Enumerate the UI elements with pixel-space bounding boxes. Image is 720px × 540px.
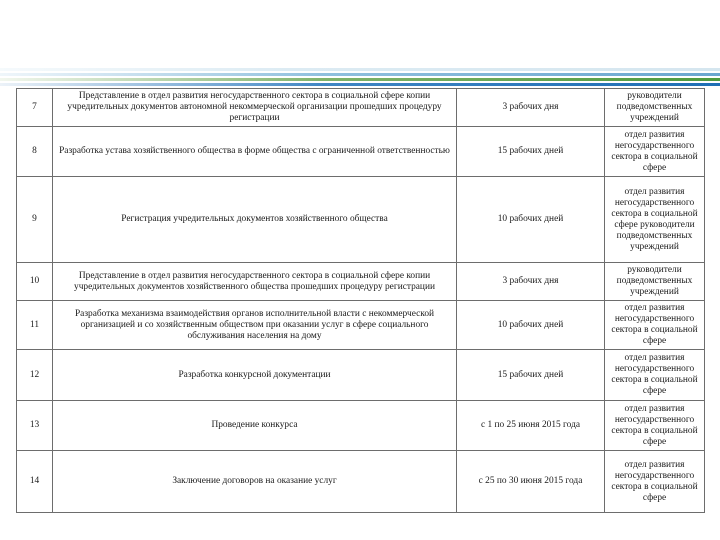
action-plan-table — [16, 88, 705, 513]
row-number: 12 — [17, 350, 53, 401]
responsible-cell: отдел развития негосударственного сектора в социальной сфере — [605, 451, 705, 513]
row-number: 8 — [17, 127, 53, 177]
responsible-cell: отдел развития негосударственного сектора в социальной сфере — [605, 301, 705, 350]
responsible-cell: руководители подведомственных учреждений — [605, 89, 705, 127]
responsible-cell: руководители подведомственных учреждений — [605, 263, 705, 301]
task-cell: Разработка механизма взаимодействия органов исполнительной власти с некоммерческой организацией и со хозяйственным обществом при оказании услуг в сфере социального обслуживания населения на дому — [53, 301, 457, 350]
responsible-cell: отдел развития негосударственного сектора в социальной сфере — [605, 350, 705, 401]
term-cell: с 25 по 30 июня 2015 года — [457, 451, 605, 513]
responsible-cell: отдел развития негосударственного сектора в социальной сфере — [605, 401, 705, 451]
term-cell: 3 рабочих дня — [457, 263, 605, 301]
task-cell: Представление в отдел развития негосударственного сектора в социальной сфере копии учредительных документов автономной некоммерческой организации прошедших процедуру регистрации — [53, 89, 457, 127]
term-cell: 10 рабочих дней — [457, 177, 605, 263]
table-row — [17, 177, 705, 263]
row-number: 10 — [17, 263, 53, 301]
row-number: 11 — [17, 301, 53, 350]
task-cell: Проведение конкурса — [53, 401, 457, 451]
table-row — [17, 263, 705, 301]
row-number: 14 — [17, 451, 53, 513]
term-cell: 15 рабочих дней — [457, 127, 605, 177]
task-cell: Разработка конкурсной документации — [53, 350, 457, 401]
term-cell: 3 рабочих дня — [457, 89, 605, 127]
term-cell: 10 рабочих дней — [457, 301, 605, 350]
header-decorative-stripes — [0, 68, 720, 90]
task-cell: Заключение договоров на оказание услуг — [53, 451, 457, 513]
row-number: 13 — [17, 401, 53, 451]
table-row — [17, 451, 705, 513]
row-number: 7 — [17, 89, 53, 127]
term-cell: с 1 по 25 июня 2015 года — [457, 401, 605, 451]
term-cell: 15 рабочих дней — [457, 350, 605, 401]
task-cell: Регистрация учредительных документов хозяйственного общества — [53, 177, 457, 263]
table-row — [17, 89, 705, 127]
table-row — [17, 127, 705, 177]
task-cell: Представление в отдел развития негосударственного сектора в социальной сфере копии учредительных документов хозяйственного общества прошедших процедуру регистрации — [53, 263, 457, 301]
task-cell: Разработка устава хозяйственного общества в форме общества с ограниченной ответственностью — [53, 127, 457, 177]
table-row — [17, 350, 705, 401]
responsible-cell: отдел развития негосударственного сектора в социальной сфере — [605, 127, 705, 177]
responsible-cell: отдел развития негосударственного сектора в социальной сфере руководители подведомственных учреждений — [605, 177, 705, 263]
row-number: 9 — [17, 177, 53, 263]
table-row — [17, 301, 705, 350]
table-row — [17, 401, 705, 451]
